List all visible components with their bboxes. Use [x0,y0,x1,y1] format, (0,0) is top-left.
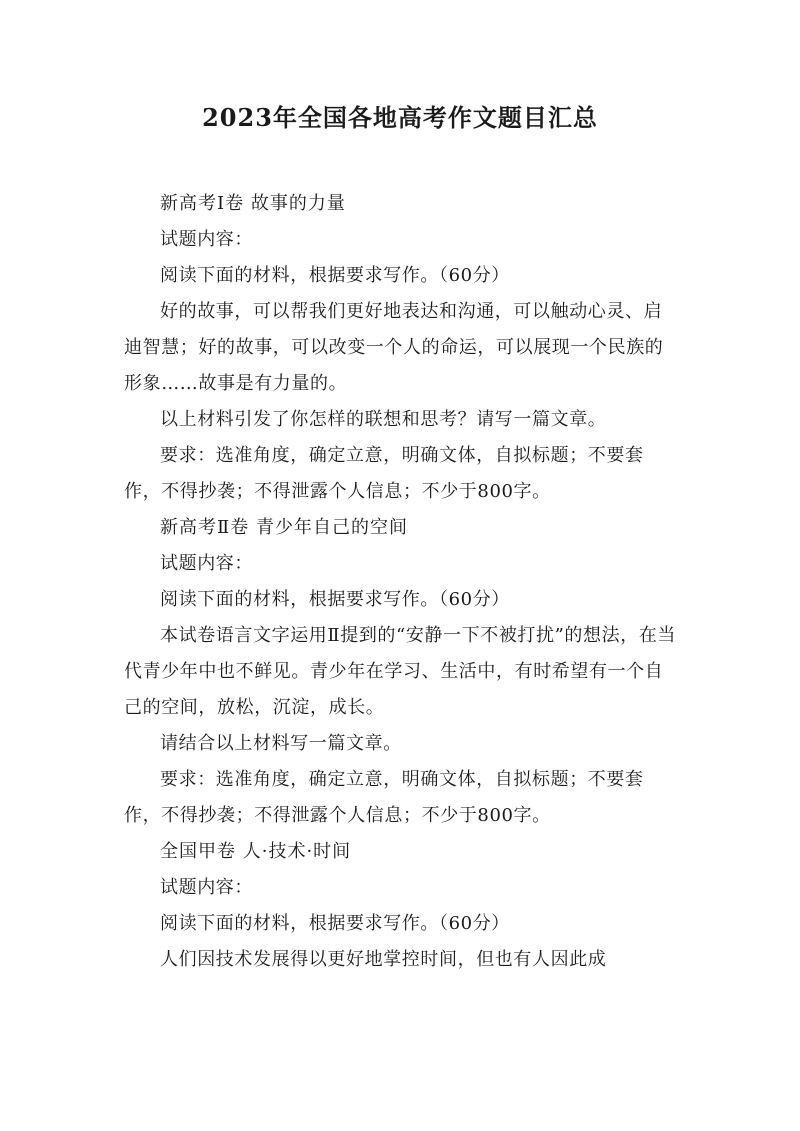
document-body [124,186,680,978]
section-heading: 全国甲卷 人·技术·时间 [160,841,352,862]
paragraph: 阅读下面的材料，根据要求写作。（60分） [160,589,510,610]
paragraph: 要求：选准角度，确定立意，明确文体，自拟标题；不要套作，不得抄袭；不得泄露个人信息；不少于800字。 [124,769,644,826]
paragraph: 阅读下面的材料，根据要求写作。（60分） [160,265,510,286]
paragraph: 试题内容： [160,229,253,250]
section-heading: 新高考Ⅰ卷 故事的力量 [160,193,346,214]
paragraph: 人们因技术发展得以更好地掌控时间，但也有人因此成 [160,949,607,970]
paragraph: 要求：选准角度，确定立意，明确文体，自拟标题；不要套作，不得抄袭；不得泄露个人信息；不少于800字。 [124,445,644,502]
paragraph: 以上材料引发了你怎样的联想和思考？请写一篇文章。 [160,409,607,430]
paragraph: 请结合以上材料写一篇文章。 [160,733,402,754]
document-title: 2023年全国各地高考作文题目汇总 [202,103,598,132]
section-heading: 新高考Ⅱ卷 青少年自己的空间 [160,517,408,538]
paragraph: 阅读下面的材料，根据要求写作。（60分） [160,913,510,934]
paragraph: 好的故事，可以帮我们更好地表达和沟通，可以触动心灵、启迪智慧；好的故事，可以改变一个人的命运，可以展现一个民族的形象……故事是有力量的。 [124,301,664,394]
paragraph: 试题内容： [160,877,253,898]
paragraph: 试题内容： [160,553,253,574]
paragraph: 本试卷语言文字运用Ⅱ提到的“安静一下不被打扰”的想法，在当代青少年中也不鲜见。青少年在学习、生活中，有时希望有一个自己的空间，放松，沉淀，成长。 [124,625,677,718]
